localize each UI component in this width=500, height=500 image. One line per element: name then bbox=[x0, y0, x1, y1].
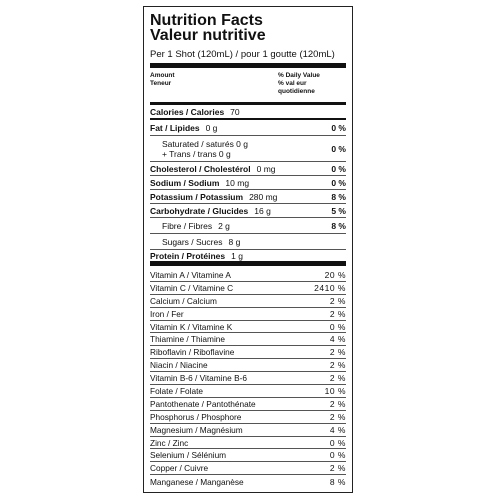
vitamin-percent: 8 % bbox=[329, 476, 346, 487]
header-amount: Amount Teneur bbox=[150, 72, 175, 87]
vitamin-name: Phosphorus / Phosphore bbox=[150, 411, 242, 422]
vitamin-row bbox=[150, 398, 346, 411]
vitamin-row bbox=[150, 462, 346, 475]
vitamin-percent: 2 % bbox=[329, 347, 346, 358]
vitamin-percent: 4 % bbox=[329, 424, 346, 435]
carbohydrate-row: Carbohydrate / Glucides 16 g 5 % bbox=[150, 204, 346, 218]
vitamin-name: Vitamin B-6 / Vitamine B-6 bbox=[150, 373, 247, 384]
vitamin-row bbox=[150, 449, 346, 462]
vitamin-percent: 10 % bbox=[324, 385, 346, 396]
vitamin-row bbox=[150, 321, 346, 334]
vitamin-name: Manganese / Manganèse bbox=[150, 476, 244, 487]
vitamin-percent: 0 % bbox=[329, 437, 346, 448]
vitamin-name: Magnesium / Magnésium bbox=[150, 424, 243, 435]
vitamin-percent: 0 % bbox=[329, 321, 346, 332]
vitamin-name: Iron / Fer bbox=[150, 308, 184, 319]
vitamin-name: Pantothenate / Pantothénate bbox=[150, 398, 256, 409]
cholesterol-row: Cholesterol / Cholestérol 0 mg 0 % bbox=[150, 162, 346, 176]
sodium-row: Sodium / Sodium 10 mg 0 % bbox=[150, 176, 346, 190]
protein-row: Protein / Protéines 1 g bbox=[150, 250, 346, 266]
vitamin-percent: 2 % bbox=[329, 463, 346, 474]
vitamin-percent: 20 % bbox=[324, 269, 346, 280]
vitamin-percent: 2 % bbox=[329, 373, 346, 384]
vitamin-percent: 0 % bbox=[329, 450, 346, 461]
vitamin-list bbox=[150, 269, 346, 488]
vitamin-name: Copper / Cuivre bbox=[150, 463, 209, 474]
vitamin-row bbox=[150, 475, 346, 488]
vitamin-row bbox=[150, 282, 346, 295]
vitamin-name: Vitamin C / Vitamine C bbox=[150, 282, 234, 293]
header-daily-value: % Daily Value % val eur quotidienne bbox=[278, 72, 320, 95]
vitamin-percent: 2 % bbox=[329, 360, 346, 371]
vitamin-row bbox=[150, 359, 346, 372]
vitamin-percent: 4 % bbox=[329, 334, 346, 345]
potassium-row: Potassium / Potassium 280 mg 8 % bbox=[150, 190, 346, 204]
vitamin-row bbox=[150, 333, 346, 346]
vitamin-name: Riboflavin / Riboflavine bbox=[150, 347, 235, 358]
title-french: Valeur nutritive bbox=[150, 27, 266, 44]
vitamin-row bbox=[150, 437, 346, 450]
vitamin-row bbox=[150, 372, 346, 385]
vitamin-row bbox=[150, 269, 346, 282]
vitamin-row bbox=[150, 385, 346, 398]
vitamin-name: Niacin / Niacine bbox=[150, 360, 208, 371]
vitamin-name: Folate / Folate bbox=[150, 385, 204, 396]
vitamin-row bbox=[150, 411, 346, 424]
vitamin-row bbox=[150, 295, 346, 308]
vitamin-name: Vitamin A / Vitamine A bbox=[150, 269, 231, 280]
vitamin-row bbox=[150, 346, 346, 359]
vitamin-percent: 2 % bbox=[329, 308, 346, 319]
title-english: Nutrition Facts bbox=[150, 12, 263, 29]
saturated-trans-row: Saturated / saturés 0 g + Trans / trans 0 g 0 % bbox=[150, 136, 346, 162]
vitamin-percent: 2 % bbox=[329, 411, 346, 422]
vitamin-percent: 2 % bbox=[329, 398, 346, 409]
fibre-row: Fibre / Fibres 2 g 8 % bbox=[150, 218, 346, 234]
sugars-row: Sugars / Sucres 8 g bbox=[150, 234, 346, 250]
nutrition-label bbox=[143, 6, 353, 493]
column-header bbox=[150, 68, 346, 102]
fat-row: Fat / Lipides 0 g 0 % bbox=[150, 120, 346, 136]
vitamin-percent: 2 % bbox=[329, 295, 346, 306]
vitamin-name: Calcium / Calcium bbox=[150, 295, 217, 306]
vitamin-name: Selenium / Sélénium bbox=[150, 450, 227, 461]
serving-size: Per 1 Shot (120mL) / pour 1 goutte (120mL) bbox=[150, 49, 335, 60]
vitamin-row bbox=[150, 308, 346, 321]
vitamin-name: Vitamin K / Vitamine K bbox=[150, 321, 233, 332]
vitamin-name: Thiamine / Thiamine bbox=[150, 334, 226, 345]
vitamin-row bbox=[150, 424, 346, 437]
vitamin-name: Zinc / Zinc bbox=[150, 437, 189, 448]
vitamin-percent: 2410 % bbox=[314, 282, 346, 293]
calories-row: Calories / Calories 70 bbox=[150, 105, 346, 120]
